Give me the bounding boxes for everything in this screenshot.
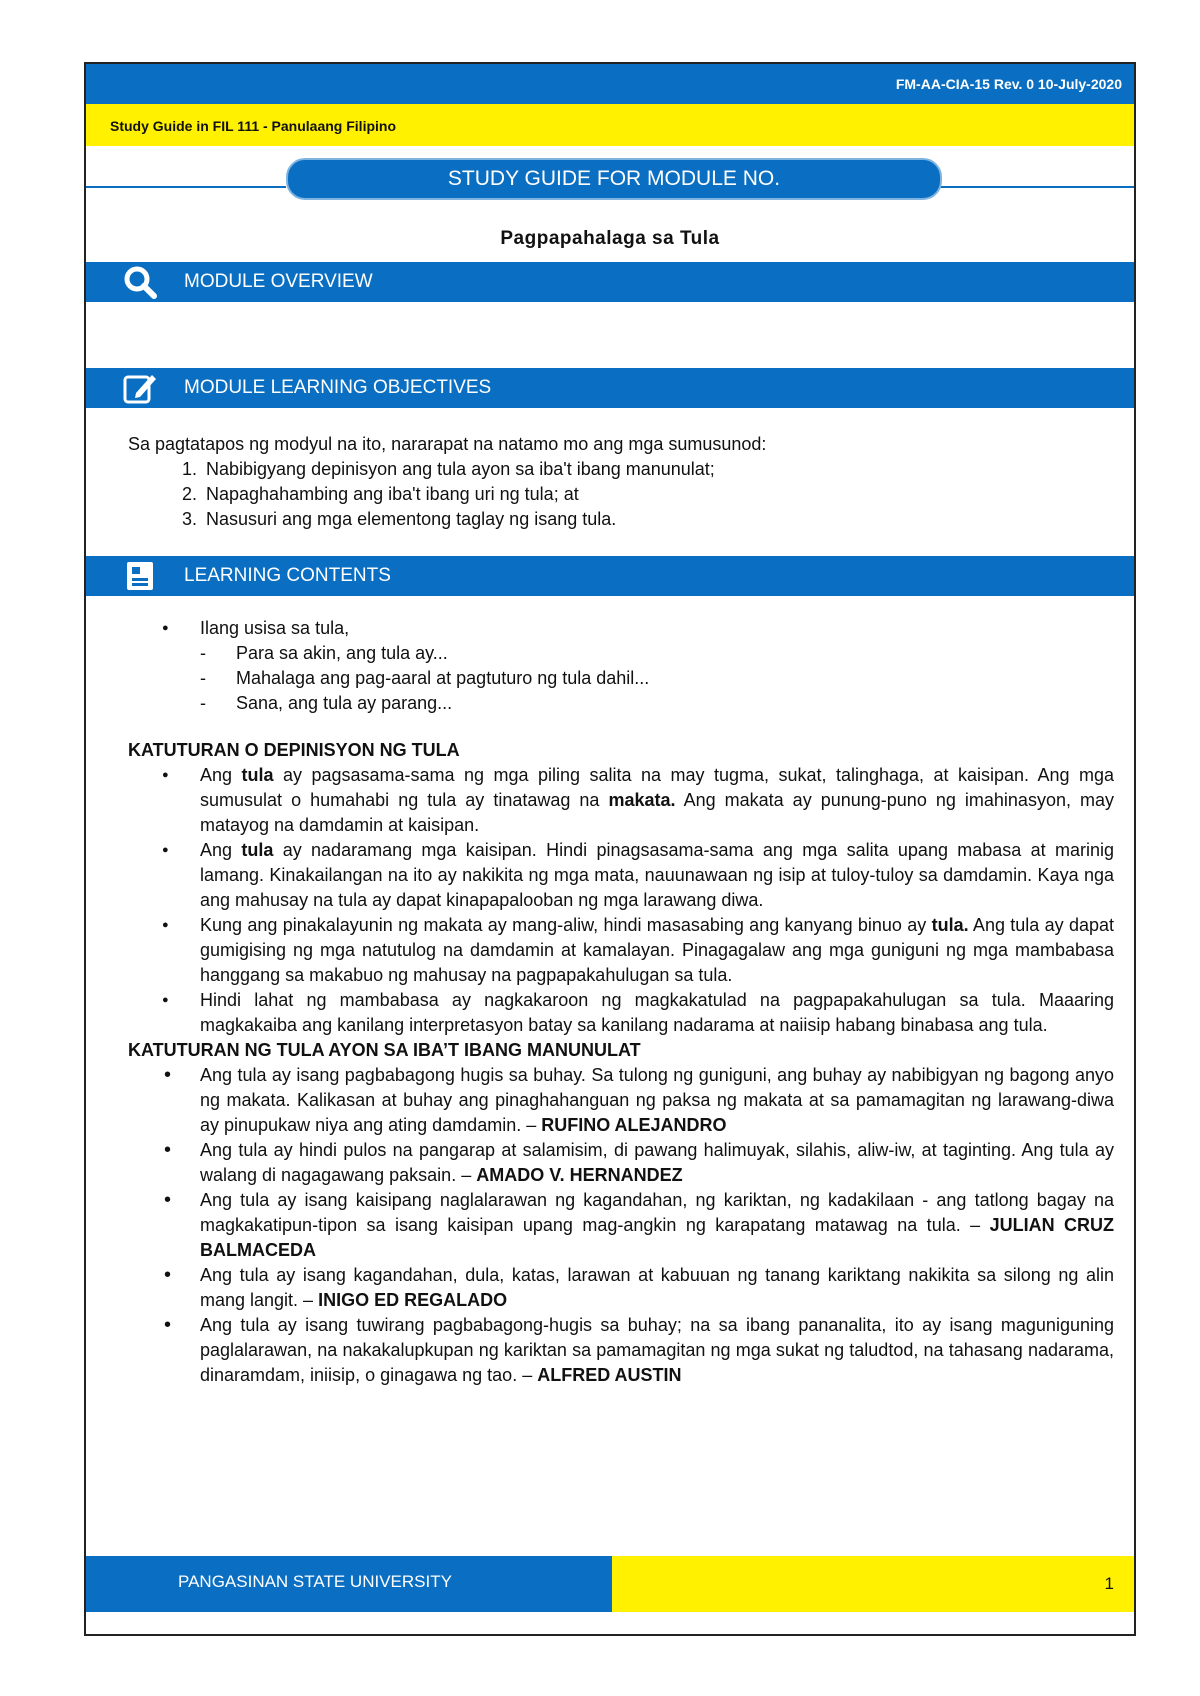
usisa-list (128, 616, 1114, 641)
title-rule-left (86, 186, 286, 188)
definition-list (128, 763, 1114, 1038)
objectives-list (128, 457, 1114, 532)
definition-item: ● Hindi lahat ng mambabasa ay nagkakaroon ng magkakatulad na pagpapakahulugan sa tula. Maaaring magkakaiba ang kanilang interpretasyon batay sa kanilang nadarama at naiisip habang binabasa ang tula. (200, 988, 1114, 1038)
footer-university-bar (86, 1556, 612, 1612)
writer-quote: • Ang tula ay isang kagandahan, dula, katas, larawan at kabuuan ng tanang kariktang nakikita sa silong ng alin mang langit. – INIGO ED REGALADO (200, 1263, 1114, 1313)
page-number: 1 (1104, 1574, 1114, 1593)
writers-list (128, 1063, 1114, 1388)
form-code: FM-AA-CIA-15 Rev. 0 10-July-2020 (895, 76, 1122, 92)
footer-page-bar (612, 1556, 1134, 1612)
learning-contents-label: LEARNING CONTENTS (184, 565, 391, 586)
document-page (84, 62, 1136, 1636)
objective-item: 1. Nabibigyang depinisyon ang tula ayon sa iba't ibang manunulat; (202, 457, 1114, 482)
usisa-prompts (128, 641, 1114, 716)
definition-heading: KATUTURAN O DEPINISYON NG TULA (128, 740, 460, 760)
definition-item: ● Kung ang pinakalayunin ng makata ay mang-aliw, hindi masasabing ang kanyang binuo ay tula. Ang tula ay dapat gumigising ng mga natutulog na damdamin at kamalayan. Pinagagalaw ang mga guniguni ng mga mambabasa hanggang sa makabuo ng mahusay na pagpapakahulugan sa tula. (200, 913, 1114, 988)
quote-author: AMADO V. HERNANDEZ (476, 1165, 683, 1185)
writers-heading: KATUTURAN NG TULA AYON SA IBA’T IBANG MANUNULAT (128, 1040, 641, 1060)
course-title: Study Guide in FIL 111 - Panulaang Filipino (110, 118, 397, 134)
writer-quote: • Ang tula ay isang kaisipang naglalarawan ng kagandahan, ng kariktan, ng kadakilaan - ang tatlong bagay na magkakatipun-tipon sa isang kaisipan upang mag-angkin ng karapatang matawag na tula. – JULIAN CRUZ BALMACEDA (200, 1188, 1114, 1263)
quote-author: ALFRED AUSTIN (537, 1365, 682, 1385)
module-overview-label: MODULE OVERVIEW (184, 271, 373, 292)
learning-objectives-label: MODULE LEARNING OBJECTIVES (184, 377, 492, 398)
learning-contents-block (128, 616, 1114, 1388)
usisa-prompt: - Sana, ang tula ay parang... (236, 691, 1114, 716)
usisa-heading: ● Ilang usisa sa tula, (200, 616, 1114, 641)
edit-icon (122, 371, 158, 405)
quote-author: JULIAN CRUZ BALMACEDA (200, 1215, 1114, 1260)
learning-objectives-bar (86, 368, 1134, 408)
quote-author: INIGO ED REGALADO (318, 1290, 508, 1310)
writer-quote: • Ang tula ay hindi pulos na pangarap at salamisim, di pawang halimuyak, silahis, aliw-iw, at taginting. Ang tula ay walang di nagagawang paksain. – AMADO V. HERNANDEZ (200, 1138, 1114, 1188)
search-icon (122, 265, 158, 299)
objective-item: 2. Napaghahambing ang iba't ibang uri ng tula; at (202, 482, 1114, 507)
objectives-block (128, 432, 1114, 532)
objectives-intro: Sa pagtatapos ng modyul na ito, nararapat na natamo mo ang mga sumusunod: (128, 434, 767, 454)
module-title-banner: STUDY GUIDE FOR MODULE NO. (286, 158, 942, 200)
definition-item: ● Ang tula ay nadaramang mga kaisipan. Hindi pinagsasama-sama ang mga salita upang mabasa at marinig lamang. Kinakailangan na ito ay nakikita ng mga mata, nauunawaan ng isip at tuloy-tuloy sa damdamin. Kaya nga ang mahusay na tula ay dapat kinapapalooban ng mga larawang diwa. (200, 838, 1114, 913)
title-rule-right (938, 186, 1134, 188)
quote-author: RUFINO ALEJANDRO (541, 1115, 727, 1135)
writer-quote: • Ang tula ay isang pagbabagong hugis sa buhay. Sa tulong ng guniguni, ang buhay ay nabibigyan ng bagong anyo ng makata. Kalikasan at buhay ang pinaghahanguan ng paksa ng makata at sa pamamagitan ng larawang-diwa ay pinupukaw niya ang ating damdamin. – RUFINO ALEJANDRO (200, 1063, 1114, 1138)
module-overview-bar (86, 262, 1134, 302)
header-bar (86, 64, 1134, 104)
objective-item: 3. Nasusuri ang mga elementong taglay ng isang tula. (202, 507, 1114, 532)
usisa-prompt: - Mahalaga ang pag-aaral at pagtuturo ng tula dahil... (236, 666, 1114, 691)
module-subtitle: Pagpapahalaga sa Tula (500, 228, 720, 249)
writer-quote: • Ang tula ay isang tuwirang pagbabagong-hugis sa buhay; na sa ibang pananalita, ito ay isang maguniguning paglalarawan, na nakakalupkupan ng kariktan sa pamamagitan ng mga sukat ng taludtod, na tahasang nadarama, dinaramdam, iniisip, o ginagawa ng tao. – ALFRED AUSTIN (200, 1313, 1114, 1388)
usisa-prompt: - Para sa akin, ang tula ay... (236, 641, 1114, 666)
definition-item: ● Ang tula ay pagsasama-sama ng mga piling salita na may tugma, sukat, talinghaga, at kaisipan. Ang mga sumusulat o humahabi ng tula ay tinatawag na makata. Ang makata ay punung-puno ng imahinasyon, may matayog na damdamin at kaisipan. (200, 763, 1114, 838)
document-icon (122, 559, 158, 593)
learning-contents-bar (86, 556, 1134, 596)
university-name: PANGASINAN STATE UNIVERSITY (178, 1572, 452, 1591)
